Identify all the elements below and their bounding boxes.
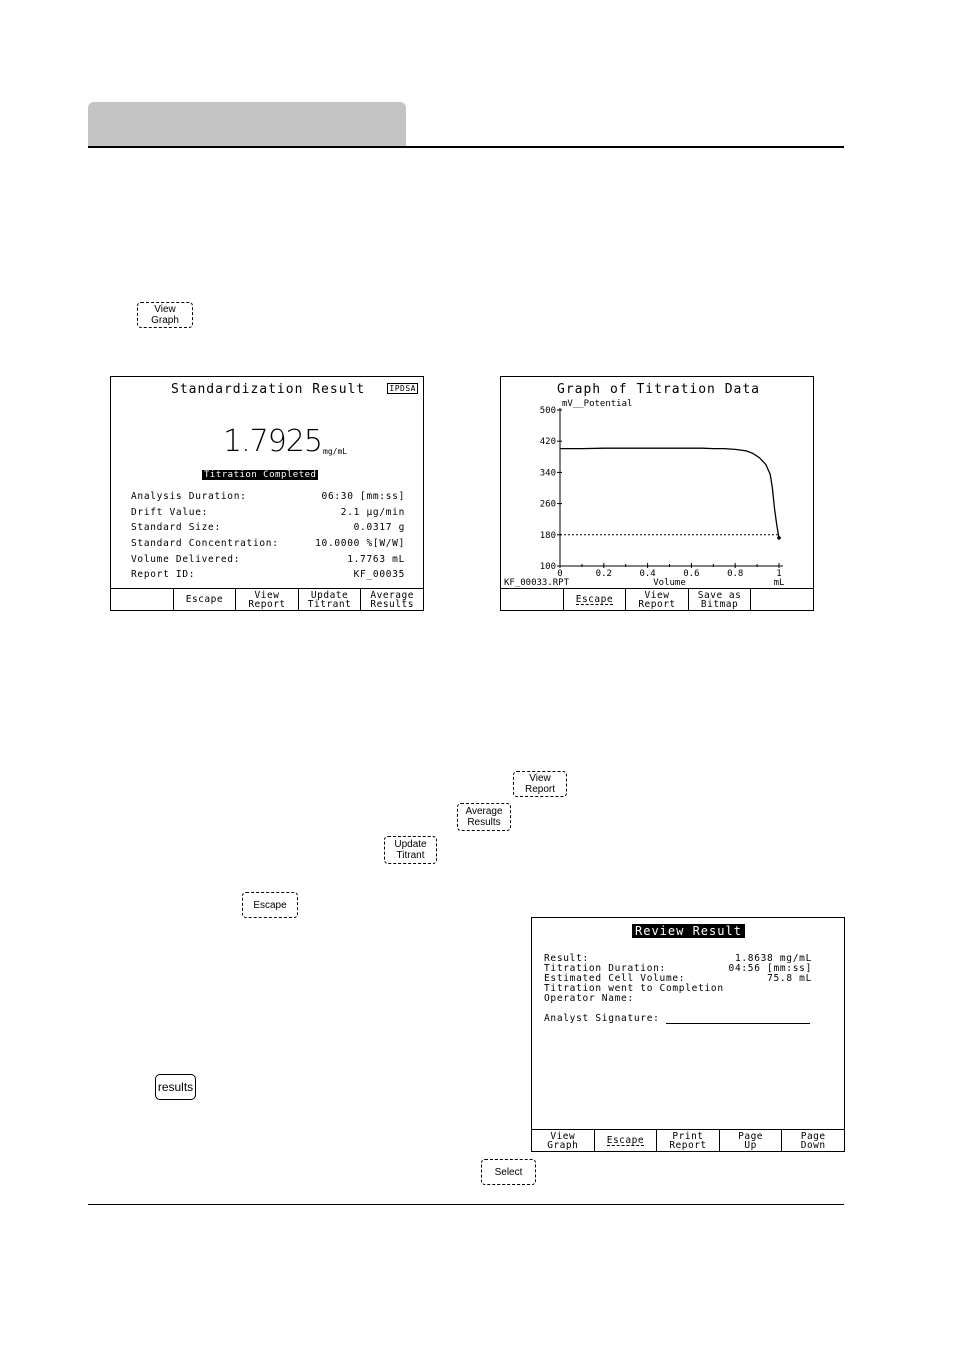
softkey-blank[interactable] [501, 589, 563, 610]
softkey-bar [111, 588, 423, 610]
legend-label: mV__Potential [562, 399, 633, 409]
section-header-tab [88, 102, 406, 146]
escape-key[interactable]: Escape [242, 892, 298, 918]
softkey-average-results[interactable]: Average Results [360, 589, 423, 610]
softkey-view-report[interactable]: View Report [235, 589, 298, 610]
titration-graph-screen [500, 376, 814, 611]
detail-row: Standard Concentration: 10.0000 %[W/W] [131, 538, 405, 550]
x-tick-label: 0.8 [727, 569, 744, 579]
softkey-blank-right[interactable] [750, 589, 813, 610]
detail-row: Volume Delivered: 1.7763 mL [131, 553, 405, 565]
update-titrant-key[interactable]: Update Titrant [384, 836, 437, 864]
softkey-page-down[interactable]: Page Down [781, 1130, 844, 1151]
x-tick-label: 0.6 [683, 569, 700, 579]
result-unit: mg/mL [323, 447, 348, 456]
softkey-bar [532, 1129, 844, 1151]
detail-row: Analysis Duration: 06:30 [mm:ss] [131, 491, 405, 502]
softkey-escape[interactable]: Escape [563, 589, 626, 610]
report-filename: KF_00033.RPT [504, 578, 570, 588]
mode-badge: IPDSA [389, 384, 416, 393]
x-axis-unit: mL [773, 578, 785, 588]
result-details [131, 489, 405, 583]
footer-rule [88, 1204, 844, 1205]
titration-chart [501, 377, 813, 589]
status-badge: Titration Completed [204, 470, 317, 480]
x-tick-label: 1 [776, 569, 782, 579]
y-tick-label: 500 [539, 406, 556, 416]
detail-row: Standard Size: 0.0317 g [131, 522, 405, 534]
softkey-view-report[interactable]: View Report [625, 589, 688, 610]
result-value: 1.7925 [223, 424, 322, 459]
softkey-blank[interactable] [111, 589, 173, 610]
average-results-key[interactable]: Average Results [457, 803, 511, 831]
review-row: Result: 1.8638 mg/mL [544, 953, 812, 964]
view-report-key[interactable]: View Report [513, 771, 567, 797]
softkey-print-report[interactable]: Print Report [656, 1130, 719, 1151]
y-tick-label: 340 [539, 468, 556, 479]
review-row: Titration Duration: 04:56 [mm:ss] [544, 963, 812, 974]
graph-title: Graph of Titration Data [557, 382, 761, 397]
endpoint-marker [777, 536, 781, 540]
view-graph-key[interactable]: View Graph [137, 302, 193, 328]
y-tick-label: 100 [539, 562, 556, 572]
analyst-signature: Analyst Signature: [544, 1014, 812, 1024]
detail-row: Drift Value: 2.1 µg/min [131, 506, 405, 518]
y-tick-label: 260 [539, 499, 556, 510]
review-title: Review Result [632, 924, 745, 938]
review-result-screen [531, 917, 845, 1152]
potential-curve [560, 448, 779, 538]
x-tick-label: 0.4 [639, 569, 656, 579]
signature-line [666, 1014, 810, 1024]
review-row: Estimated Cell Volume: 75.8 mL [544, 973, 812, 984]
y-tick-label: 180 [539, 530, 556, 541]
results-key[interactable]: results [155, 1074, 196, 1100]
x-tick-label: 0 [557, 569, 563, 579]
y-tick-label: 420 [539, 437, 556, 448]
detail-row: Report ID: KF_00035 [131, 569, 405, 581]
header-rule [88, 146, 844, 148]
softkey-escape[interactable]: Escape [594, 1130, 657, 1151]
review-row: Titration went to Completion [544, 983, 724, 994]
softkey-save-bitmap[interactable]: Save as Bitmap [688, 589, 751, 610]
softkey-bar [501, 588, 813, 610]
x-tick-label: 0.2 [595, 569, 612, 579]
x-axis-label: Volume [653, 578, 686, 588]
screen-title: Standardization Result [171, 382, 366, 397]
review-row: Operator Name: [544, 993, 634, 1004]
softkey-escape[interactable]: Escape [173, 589, 236, 610]
select-key[interactable]: Select [481, 1159, 536, 1185]
standardization-result-screen [110, 376, 424, 611]
softkey-view-graph[interactable]: View Graph [547, 1130, 579, 1151]
review-details [544, 954, 812, 1024]
softkey-page-up[interactable]: Page Up [719, 1130, 782, 1151]
softkey-update-titrant[interactable]: Update Titrant [298, 589, 361, 610]
